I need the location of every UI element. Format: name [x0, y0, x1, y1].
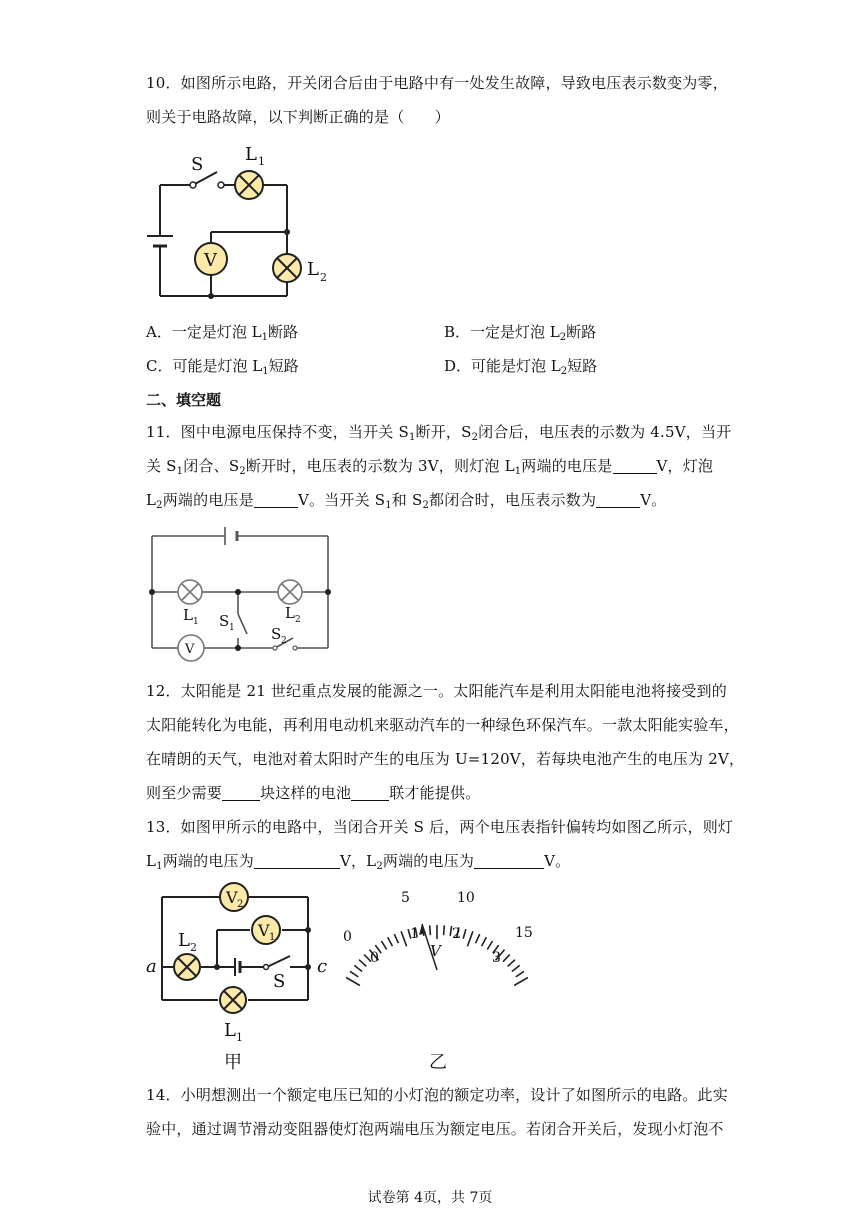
q11-circuit-figure	[145, 522, 345, 662]
q12-line2: 太阳能转化为电能，再利用电动机来驱动汽车的一种绿色环保汽车。一款太阳能实验车，	[146, 716, 739, 734]
q13-dial-outer-10: 10	[457, 890, 475, 906]
dial-tick	[476, 934, 480, 943]
dial-tick	[350, 971, 358, 977]
q14-line1: 14．小明想测出一个额定电压已知的小灯泡的额定功率，设计了如图所示的电路。此实	[146, 1086, 728, 1104]
q11-blank-3[interactable]	[596, 493, 640, 508]
q10-option-b[interactable]: B．一定是灯泡 $L_2$断路	[444, 323, 597, 343]
q10-circuit-figure	[145, 140, 345, 305]
q10-stem-line2: 则关于电路故障，以下判断正确的是（ ）	[146, 108, 451, 126]
q11-blank-2[interactable]	[254, 493, 298, 508]
q11-s2-label: S	[271, 625, 282, 643]
q10-lamp-l2	[273, 254, 301, 282]
q13-blank-2[interactable]	[474, 854, 544, 869]
q11-l1-label: L	[183, 606, 193, 624]
q10-stem-line1: 10．如图所示电路，开关闭合后由于电路中有一处发生故障，导致电压表示数变为零，	[146, 74, 728, 92]
q11-voltmeter	[178, 635, 204, 661]
q12-line4: 则至少需要 块这样的电池 联才能提供。	[146, 784, 481, 802]
q13-dial-outer-5: 5	[401, 890, 410, 906]
q13-l2-sub: 2	[190, 941, 197, 954]
q13-figure-jia	[140, 880, 340, 1073]
q10-option-c[interactable]: C．可能是灯泡 $L_1$短路	[146, 357, 299, 377]
q13-v2-sub: 2	[237, 899, 244, 910]
q13-dial-inner-3: 3	[492, 950, 501, 966]
dial-tick	[482, 937, 487, 946]
page-footer: 试卷第 4页，共 7页	[367, 1190, 493, 1206]
q11-lamp-l2	[278, 580, 302, 604]
q11-line3: $L_2$两端的电压是 V。当开关 $S_1$和 $S_2$都闭合时，电压表示数为 V。	[146, 491, 667, 511]
q10-l1-sub: 1	[258, 155, 265, 168]
q13-figure-yi	[340, 880, 550, 1073]
q11-line1: 11．图中电源电压保持不变，当开关 $S_1$断开，$S_2$闭合后，电压表的示数为 4.5V，当开	[146, 423, 732, 443]
q10-l1-label: L	[245, 144, 257, 165]
q13-v1-sub: 1	[269, 932, 276, 943]
q13-dial-inner-1: 1	[410, 926, 419, 942]
dial-tick	[381, 941, 386, 949]
dial-tick	[430, 925, 431, 935]
q13-switch-label: S	[273, 971, 286, 992]
q12-line3: 在晴朗的天气，电池对着太阳时产生的电压为 U=120V，若每块电池产生的电压为 2V，	[146, 750, 745, 768]
q12-line1: 12．太阳能是 21 世纪重点发展的能源之一。太阳能汽车是利用太阳能电池将接受到的	[146, 682, 727, 700]
q10-voltmeter	[195, 243, 227, 275]
q13-v2-label: V	[226, 888, 238, 907]
q13-l2-label: L	[178, 930, 190, 951]
dial-tick	[444, 925, 445, 935]
dial-tick	[467, 931, 473, 946]
q11-s1-label: S	[219, 612, 230, 630]
q13-node-a: a	[146, 956, 157, 977]
q13-fig-jia-caption: 甲	[224, 1052, 242, 1073]
q11-voltmeter-label: V	[185, 642, 195, 657]
dial-tick	[516, 971, 524, 977]
q10-option-d[interactable]: D．可能是灯泡 $L_2$短路	[444, 357, 598, 377]
q10-l2-sub: 2	[320, 271, 327, 284]
q11-s2-sub: 2	[281, 636, 287, 646]
dial-tick	[514, 978, 528, 986]
q11-line2: 关 $S_1$闭合、$S_2$断开时，电压表的示数为 3V，则灯泡 $L_1$两端的电压是 V，灯泡	[146, 457, 714, 477]
q10-option-a[interactable]: A．一定是灯泡 $L_1$断路	[146, 323, 298, 343]
q13-dial-inner-2: 2	[452, 926, 461, 942]
q12-blank-2[interactable]	[351, 786, 389, 801]
q13-line2: $L_1$两端的电压为 V，$L_2$两端的电压为 V。	[146, 852, 571, 872]
dial-tick	[487, 941, 492, 949]
dial-tick	[354, 965, 362, 971]
dial-tick	[388, 937, 393, 946]
q10-voltmeter-label: V	[204, 250, 217, 271]
q13-fig-yi-caption: 乙	[429, 1052, 447, 1073]
q13-lamp-l1	[220, 987, 246, 1013]
q13-dial-inner-0: 0	[370, 950, 379, 966]
q11-s1-sub: 1	[229, 623, 235, 633]
q12-blank-1[interactable]	[222, 786, 260, 801]
q13-dial-unit: V	[430, 942, 441, 960]
q10-l2-label: L	[307, 259, 319, 280]
q10-lamp-l1	[235, 171, 263, 199]
q11-l2-sub: 2	[295, 615, 301, 625]
dial-tick	[512, 965, 520, 971]
q11-l1-sub: 1	[193, 617, 199, 627]
q11-l2-label: L	[285, 604, 295, 622]
q13-l1-sub: 1	[236, 1031, 243, 1044]
dial-tick	[401, 931, 407, 946]
q13-v1-label: V	[258, 921, 270, 940]
dial-tick	[463, 929, 466, 939]
dial-tick	[508, 960, 515, 967]
q13-l1-label: L	[224, 1020, 236, 1041]
section2-title: 二、填空题	[146, 391, 222, 409]
q13-blank-1[interactable]	[254, 854, 340, 869]
q13-lamp-l2	[174, 954, 200, 980]
dial-tick	[503, 955, 510, 962]
q13-dial-outer-0: 0	[343, 929, 352, 945]
q14-line2: 验中，通过调节滑动变阻器使灯泡两端电压为额定电压。若闭合开关后，发现小灯泡不	[146, 1120, 724, 1138]
q11-lamp-l1	[178, 580, 202, 604]
dial-tick	[359, 960, 366, 967]
dial-tick	[394, 934, 398, 943]
q10-switch-label: S	[191, 154, 204, 175]
dial-tick	[346, 978, 360, 986]
q11-blank-1[interactable]	[613, 459, 657, 474]
q13-line1: 13．如图甲所示的电路中，当闭合开关 S 后，两个电压表指针偏转均如图乙所示，则灯	[146, 818, 734, 836]
q13-dial-outer-15: 15	[515, 925, 533, 941]
q13-node-c: c	[317, 956, 328, 977]
